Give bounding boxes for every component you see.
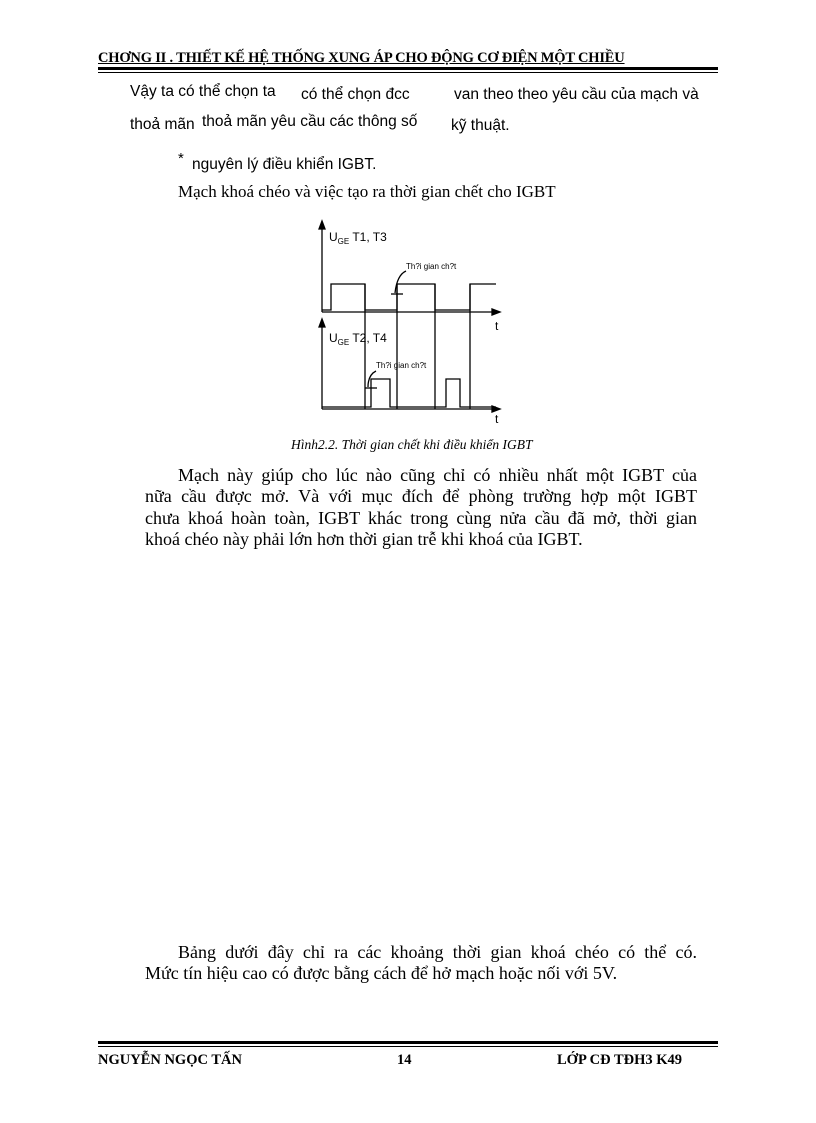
bottom-y-arrow <box>319 319 325 327</box>
footer-rule-thick <box>98 1041 718 1044</box>
footer-page-number: 14 <box>397 1052 412 1068</box>
subheading: Mạch khoá chéo và việc tạo ra thời gian chết cho IGBT <box>178 182 556 201</box>
top-y-arrow <box>319 221 325 229</box>
paragraph-1-line: Mạch này giúp cho lúc nào cũng chỉ có nhiều nhất một IGBT của <box>178 465 697 485</box>
bullet-mark: * <box>178 150 184 167</box>
paragraph-2-line: Mức tín hiệu cao có được bằng cách để hở mạch hoặc nối với 5V. <box>145 963 618 984</box>
top-deadtime-label: Th?i gian ch?t <box>406 262 457 271</box>
paragraph-1-line: khoá chéo này phải lớn hơn thời gian trễ khi khoá của IGBT. <box>145 528 583 549</box>
top-x-arrow <box>492 309 500 315</box>
intro-line-2-b: thoả mãn yêu cầu các thông số <box>202 113 418 130</box>
bottom-axis-t-label: t <box>495 412 499 426</box>
footer-class: LỚP CĐ TĐH3 K49 <box>557 1052 683 1068</box>
top-axis-t-label: t <box>495 319 499 333</box>
bullet-text: nguyên lý điều khiển IGBT. <box>192 156 377 173</box>
timing-diagram <box>300 215 520 430</box>
top-channel-label: $U_{GE}$ T1, T3 <box>329 230 387 246</box>
figure-caption: Hình2.2. Thời gian chết khi điều khiển IGBT <box>291 437 533 452</box>
header-rule-thin <box>98 72 718 73</box>
intro-line-1-a: Vậy ta có thể chọn ta <box>130 83 276 100</box>
bottom-deadtime-label: Th?i gian ch?t <box>376 361 427 370</box>
paragraph-1-line: chưa khoá hoàn toàn, IGBT khác trong cùng nửa cầu đã mở, thời gian <box>145 507 697 528</box>
intro-line-1-b: có thể chọn đcc <box>301 86 410 103</box>
page-header-title: CHƠNG II . THIẾT KẾ HỆ THỐNG XUNG ÁP CHO ĐỘNG CƠ ĐIỆN MỘT CHIỀU <box>98 50 625 66</box>
intro-line-2-c: kỹ thuật. <box>451 117 510 134</box>
footer-rule-thin <box>98 1046 718 1047</box>
paragraph-1 <box>145 465 697 550</box>
footer-author: NGUYỄN NGỌC TẤN <box>98 1052 242 1068</box>
intro-line-2-a: thoả mãn <box>130 116 195 133</box>
header-rule-thick <box>98 67 718 70</box>
paragraph-2-line: Bảng dưới đây chỉ ra các khoảng thời gian khoá chéo có thể có. <box>178 942 697 962</box>
paragraph-1-line: nữa cầu được mở. Và với mục đích để phòng trường hợp một IGBT <box>145 486 697 507</box>
paragraph-2 <box>145 942 697 985</box>
intro-line-1-c: van theo theo yêu cầu của mạch và <box>454 86 699 103</box>
bottom-channel-label: $U_{GE}$ T2, T4 <box>329 331 387 347</box>
